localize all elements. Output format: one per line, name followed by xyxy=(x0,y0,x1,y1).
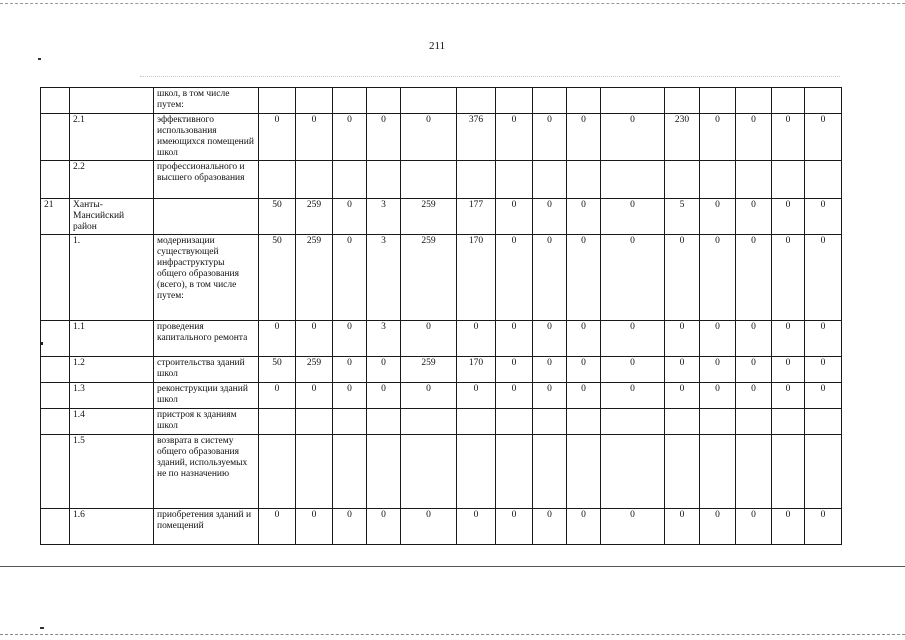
value-cell xyxy=(533,435,567,509)
value-cell: 0 xyxy=(367,114,401,161)
value-cell: 0 xyxy=(401,509,457,545)
value-cell: 0 xyxy=(296,114,333,161)
value-cell xyxy=(772,435,805,509)
value-cell: 0 xyxy=(457,509,496,545)
value-cell: 0 xyxy=(533,321,567,357)
value-cell: 50 xyxy=(259,199,296,235)
value-cell: 0 xyxy=(496,235,533,321)
value-cell xyxy=(700,435,736,509)
row-number-cell xyxy=(41,509,70,545)
value-cell: 0 xyxy=(772,235,805,321)
value-cell: 376 xyxy=(457,114,496,161)
value-cell xyxy=(496,88,533,114)
table-row xyxy=(41,114,842,161)
value-cell: 0 xyxy=(401,383,457,409)
value-cell: 0 xyxy=(496,357,533,383)
value-cell xyxy=(567,435,601,509)
value-cell xyxy=(496,409,533,435)
value-cell: 0 xyxy=(805,383,842,409)
value-cell: 0 xyxy=(601,357,665,383)
value-cell: 0 xyxy=(601,509,665,545)
value-cell: 0 xyxy=(736,357,772,383)
value-cell xyxy=(367,435,401,509)
value-cell xyxy=(496,435,533,509)
value-cell: 0 xyxy=(567,199,601,235)
value-cell: 0 xyxy=(805,357,842,383)
value-cell: 0 xyxy=(736,383,772,409)
value-cell: 0 xyxy=(700,321,736,357)
value-cell: 0 xyxy=(259,383,296,409)
value-cell: 3 xyxy=(367,199,401,235)
value-cell xyxy=(496,161,533,199)
value-cell: 0 xyxy=(567,357,601,383)
value-cell xyxy=(601,88,665,114)
value-cell: 0 xyxy=(259,509,296,545)
value-cell: 259 xyxy=(401,199,457,235)
scan-top-edge xyxy=(0,3,905,4)
value-cell: 0 xyxy=(772,321,805,357)
value-cell xyxy=(601,409,665,435)
value-cell: 0 xyxy=(700,199,736,235)
value-cell: 0 xyxy=(457,321,496,357)
page-number: 211 xyxy=(429,40,446,52)
value-cell xyxy=(333,88,367,114)
value-cell xyxy=(700,161,736,199)
item-description-cell: реконструкции зданий школ xyxy=(154,383,259,409)
item-description-cell: модернизации существующей инфраструктуры общего образования (всего), в том числе путем: xyxy=(154,235,259,321)
value-cell xyxy=(736,409,772,435)
value-cell: 0 xyxy=(736,235,772,321)
value-cell: 259 xyxy=(296,357,333,383)
value-cell: 3 xyxy=(367,235,401,321)
value-cell: 0 xyxy=(296,321,333,357)
value-cell: 0 xyxy=(333,357,367,383)
value-cell xyxy=(665,161,700,199)
value-cell: 0 xyxy=(367,383,401,409)
item-code-cell: 1.4 xyxy=(70,409,154,435)
value-cell xyxy=(296,161,333,199)
value-cell xyxy=(533,161,567,199)
row-number-cell xyxy=(41,88,70,114)
value-cell xyxy=(457,435,496,509)
item-code-cell: 2.2 xyxy=(70,161,154,199)
value-cell xyxy=(533,88,567,114)
value-cell: 0 xyxy=(665,321,700,357)
table-row xyxy=(41,321,842,357)
value-cell: 0 xyxy=(665,357,700,383)
value-cell xyxy=(772,88,805,114)
value-cell: 0 xyxy=(533,235,567,321)
value-cell xyxy=(259,161,296,199)
item-code-cell: 2.1 xyxy=(70,114,154,161)
value-cell: 0 xyxy=(533,383,567,409)
value-cell: 0 xyxy=(333,114,367,161)
value-cell: 0 xyxy=(533,509,567,545)
value-cell: 0 xyxy=(601,114,665,161)
item-description-cell: пристроя к зданиям школ xyxy=(154,409,259,435)
row-number-cell xyxy=(41,357,70,383)
item-description-cell: строительства зданий школ xyxy=(154,357,259,383)
value-cell: 0 xyxy=(665,383,700,409)
row-number-cell: 21 xyxy=(41,199,70,235)
value-cell xyxy=(567,88,601,114)
value-cell: 50 xyxy=(259,235,296,321)
value-cell xyxy=(296,409,333,435)
item-code-cell: 1.5 xyxy=(70,435,154,509)
value-cell: 0 xyxy=(333,383,367,409)
value-cell xyxy=(805,88,842,114)
value-cell: 0 xyxy=(772,383,805,409)
scan-speck xyxy=(41,342,43,345)
value-cell xyxy=(601,161,665,199)
value-cell xyxy=(772,161,805,199)
value-cell: 0 xyxy=(333,235,367,321)
value-cell: 0 xyxy=(333,321,367,357)
table-row xyxy=(41,357,842,383)
value-cell: 259 xyxy=(296,199,333,235)
value-cell: 3 xyxy=(367,321,401,357)
item-code-cell: Ханты-Мансийский район xyxy=(70,199,154,235)
value-cell xyxy=(333,435,367,509)
value-cell xyxy=(333,409,367,435)
item-description-cell: приобретения зданий и помещений xyxy=(154,509,259,545)
value-cell: 0 xyxy=(601,199,665,235)
value-cell xyxy=(533,409,567,435)
value-cell: 0 xyxy=(567,114,601,161)
value-cell xyxy=(401,435,457,509)
value-cell: 0 xyxy=(665,509,700,545)
value-cell xyxy=(259,409,296,435)
value-cell: 0 xyxy=(367,357,401,383)
page-bottom-rule xyxy=(0,566,905,567)
table-row xyxy=(41,435,842,509)
value-cell: 0 xyxy=(700,383,736,409)
value-cell: 0 xyxy=(736,114,772,161)
item-code-cell: 1.1 xyxy=(70,321,154,357)
table-row xyxy=(41,88,842,114)
row-number-cell xyxy=(41,161,70,199)
value-cell: 0 xyxy=(700,114,736,161)
value-cell: 0 xyxy=(700,509,736,545)
value-cell: 259 xyxy=(296,235,333,321)
value-cell: 0 xyxy=(496,114,533,161)
value-cell: 50 xyxy=(259,357,296,383)
value-cell: 177 xyxy=(457,199,496,235)
value-cell: 0 xyxy=(259,321,296,357)
value-cell: 0 xyxy=(700,235,736,321)
item-code-cell xyxy=(70,88,154,114)
value-cell: 0 xyxy=(533,199,567,235)
value-cell xyxy=(736,161,772,199)
value-cell: 0 xyxy=(296,509,333,545)
value-cell: 0 xyxy=(805,235,842,321)
item-description-cell: эффективного использования имеющихся помещений школ xyxy=(154,114,259,161)
scan-speck xyxy=(40,627,44,629)
value-cell xyxy=(736,435,772,509)
table-row xyxy=(41,199,842,235)
value-cell: 0 xyxy=(805,199,842,235)
value-cell: 0 xyxy=(736,509,772,545)
value-cell xyxy=(772,409,805,435)
value-cell xyxy=(805,161,842,199)
value-cell xyxy=(259,88,296,114)
value-cell xyxy=(805,435,842,509)
value-cell: 0 xyxy=(333,199,367,235)
value-cell: 230 xyxy=(665,114,700,161)
value-cell xyxy=(700,409,736,435)
item-description-cell: школ, в том числе путем: xyxy=(154,88,259,114)
value-cell: 0 xyxy=(401,114,457,161)
value-cell xyxy=(457,88,496,114)
row-number-cell xyxy=(41,409,70,435)
value-cell xyxy=(665,409,700,435)
item-code-cell: 1.2 xyxy=(70,357,154,383)
value-cell: 0 xyxy=(601,235,665,321)
value-cell: 0 xyxy=(567,509,601,545)
value-cell xyxy=(401,88,457,114)
item-description-cell xyxy=(154,199,259,235)
row-number-cell xyxy=(41,321,70,357)
value-cell xyxy=(296,88,333,114)
value-cell xyxy=(259,435,296,509)
table-row xyxy=(41,235,842,321)
table-row xyxy=(41,383,842,409)
value-cell xyxy=(665,88,700,114)
value-cell: 0 xyxy=(457,383,496,409)
value-cell: 0 xyxy=(367,509,401,545)
value-cell xyxy=(567,161,601,199)
statistics-table xyxy=(40,87,842,545)
value-cell xyxy=(567,409,601,435)
value-cell: 259 xyxy=(401,235,457,321)
value-cell: 0 xyxy=(805,321,842,357)
value-cell xyxy=(457,409,496,435)
value-cell: 0 xyxy=(496,199,533,235)
row-number-cell xyxy=(41,435,70,509)
value-cell xyxy=(367,88,401,114)
value-cell: 0 xyxy=(496,321,533,357)
value-cell xyxy=(367,409,401,435)
value-cell: 0 xyxy=(496,383,533,409)
value-cell: 0 xyxy=(772,114,805,161)
value-cell: 0 xyxy=(567,321,601,357)
value-cell xyxy=(401,161,457,199)
row-number-cell xyxy=(41,114,70,161)
value-cell xyxy=(665,435,700,509)
value-cell: 0 xyxy=(567,383,601,409)
value-cell: 0 xyxy=(296,383,333,409)
value-cell xyxy=(601,435,665,509)
value-cell: 0 xyxy=(736,321,772,357)
value-cell xyxy=(296,435,333,509)
value-cell xyxy=(700,88,736,114)
value-cell: 0 xyxy=(601,321,665,357)
value-cell xyxy=(457,161,496,199)
value-cell xyxy=(805,409,842,435)
value-cell: 170 xyxy=(457,357,496,383)
item-code-cell: 1. xyxy=(70,235,154,321)
faded-header-row xyxy=(140,76,840,77)
table-row xyxy=(41,409,842,435)
item-description-cell: возврата в систему общего образования зданий, используемых не по назначению xyxy=(154,435,259,509)
row-number-cell xyxy=(41,383,70,409)
value-cell: 170 xyxy=(457,235,496,321)
value-cell: 259 xyxy=(401,357,457,383)
item-code-cell: 1.6 xyxy=(70,509,154,545)
value-cell: 0 xyxy=(259,114,296,161)
value-cell: 0 xyxy=(401,321,457,357)
value-cell: 0 xyxy=(533,114,567,161)
item-description-cell: профессионального и высшего образования xyxy=(154,161,259,199)
value-cell: 0 xyxy=(772,509,805,545)
value-cell: 5 xyxy=(665,199,700,235)
value-cell xyxy=(333,161,367,199)
value-cell: 0 xyxy=(700,357,736,383)
table-row xyxy=(41,509,842,545)
value-cell xyxy=(736,88,772,114)
value-cell: 0 xyxy=(665,235,700,321)
value-cell: 0 xyxy=(567,235,601,321)
item-code-cell: 1.3 xyxy=(70,383,154,409)
value-cell: 0 xyxy=(333,509,367,545)
value-cell xyxy=(367,161,401,199)
value-cell: 0 xyxy=(805,114,842,161)
value-cell: 0 xyxy=(772,357,805,383)
value-cell: 0 xyxy=(601,383,665,409)
table-row xyxy=(41,161,842,199)
value-cell: 0 xyxy=(805,509,842,545)
value-cell xyxy=(401,409,457,435)
value-cell: 0 xyxy=(736,199,772,235)
item-description-cell: проведения капитального ремонта xyxy=(154,321,259,357)
scan-speck xyxy=(38,58,41,60)
value-cell: 0 xyxy=(496,509,533,545)
scan-bottom-edge xyxy=(0,634,905,635)
value-cell: 0 xyxy=(533,357,567,383)
value-cell: 0 xyxy=(772,199,805,235)
row-number-cell xyxy=(41,235,70,321)
